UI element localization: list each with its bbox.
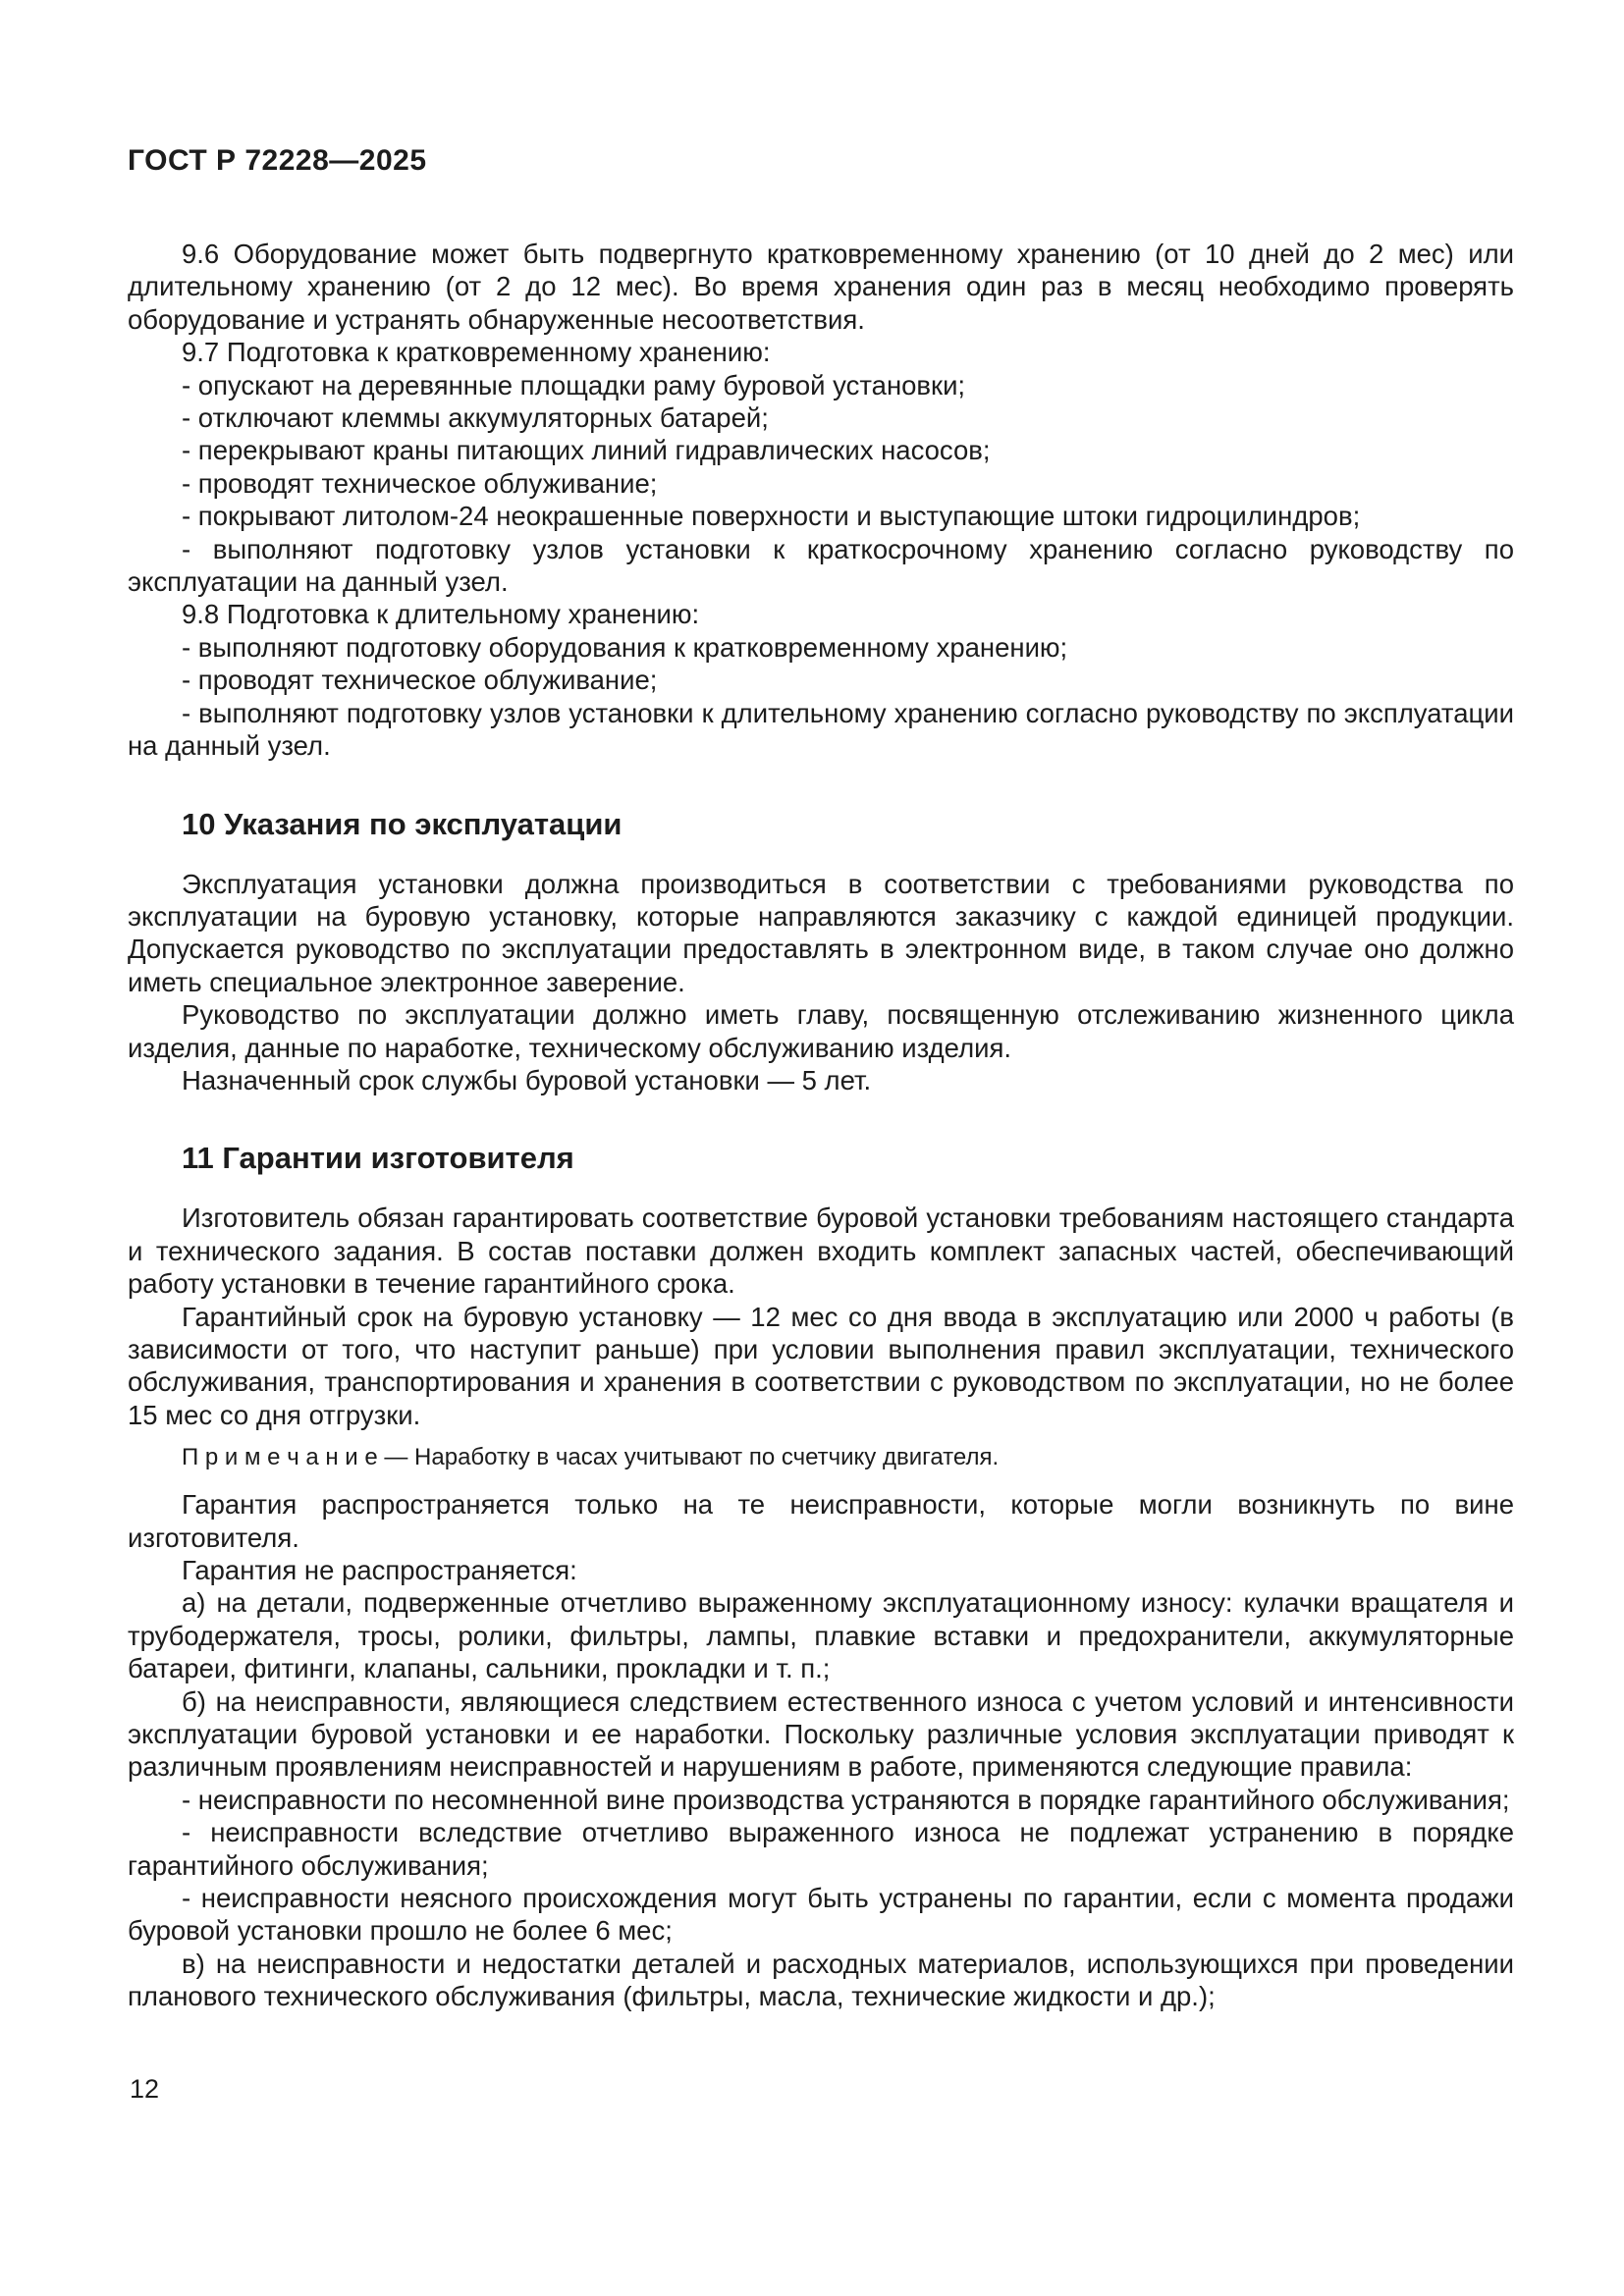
list-item: - неисправности неясного происхождения могут быть устранены по гарантии, если с момента продажи буровой установки прошло не более 6 мес; xyxy=(128,1883,1514,1947)
list-item: - неисправности вследствие отчетливо выраженного износа не подлежат устранению в порядке гарантийного обслуживания; xyxy=(128,1817,1514,1881)
paragraph: Изготовитель обязан гарантировать соответствие буровой установки требованиям настоящего стандарта и технического задания. В состав поставки должен входить комплект запасных частей, обеспечивающий работу установки в течение гарантийного срока. xyxy=(128,1202,1514,1300)
note-paragraph: П р и м е ч а н и е — Наработку в часах учитывают по счетчику двигателя. xyxy=(182,1444,1000,1471)
list-item: - проводят техническое облуживание; xyxy=(182,467,658,499)
paragraph: Гарантия распространяется только на те неисправности, которые могли возникнуть по вине изготовителя. xyxy=(128,1489,1514,1553)
section-heading: 10 Указания по эксплуатации xyxy=(182,806,623,841)
list-item: - перекрывают краны питающих линий гидравлических насосов; xyxy=(182,435,991,466)
paragraph: Руководство по эксплуатации должно иметь главу, посвященную отслеживанию жизненного цикла изделия, данные по наработке, техническому обслуживанию изделия. xyxy=(128,999,1514,1063)
document-code-header: ГОСТ Р 72228—2025 xyxy=(128,144,427,177)
paragraph: 9.8 Подготовка к длительному хранению: xyxy=(182,599,700,630)
list-item: - выполняют подготовку узлов установки к длительному хранению согласно руководству по эксплуатации на данный узел. xyxy=(128,697,1514,762)
paragraph: Гарантийный срок на буровую установку — 12 мес со дня ввода в эксплуатацию или 2000 ч работы (в зависимости от того, что наступит раньше) при условии выполнения правил эксплуатации, технического обслуживания, транспортирования и хранения в соответствии с руководством по эксплуатации, но не более 15 мес со дня отгрузки. xyxy=(128,1301,1514,1430)
document-content xyxy=(128,143,1514,2013)
section-heading: 11 Гарантии изготовителя xyxy=(182,1141,574,1176)
list-item: - выполняют подготовку оборудования к кратковременному хранению; xyxy=(182,631,1068,663)
paragraph: 9.6 Оборудование может быть подвергнуто кратковременному хранению (от 10 дней до 2 мес) или длительному хранению (от 2 до 12 мес). Во время хранения один раз в месяц необходимо проверять оборудование и устранять обнаруженные несоответствия. xyxy=(128,239,1514,335)
paragraph: Гарантия не распространяется: xyxy=(182,1555,577,1585)
paragraph: а) на детали, подверженные отчетливо выраженному эксплуатационному износу: кулачки вращателя и трубодержателя, тросы, ролики, фильтры, лампы, плавкие вставки и предохранители, аккумуляторные батареи, фитинги, клапаны, сальники, прокладки и т. п.; xyxy=(128,1587,1514,1684)
paragraph: в) на неисправности и недостатки деталей и расходных материалов, использующихся при проведении планового технического обслуживания (фильтры, масла, технические жидкости и др.); xyxy=(128,1948,1514,2012)
paragraph: Эксплуатация установки должна производиться в соответствии с требованиями руководства по эксплуатации на буровую установку, которые направляются заказчику с каждой единицей продукции. Допускается руководство по эксплуатации предоставлять в электронном виде, в таком случае оно должно иметь специальное электронное заверение. xyxy=(128,868,1514,997)
list-item: - выполняют подготовку узлов установки к краткосрочному хранению согласно руководству по эксплуатации на данный узел. xyxy=(128,533,1514,598)
list-item: - неисправности по несомненной вине производства устраняются в порядке гарантийного обслуживания; xyxy=(182,1784,1510,1815)
paragraph: 9.7 Подготовка к кратковременному хранению: xyxy=(182,337,771,368)
document-body xyxy=(128,238,1514,2013)
paragraph: Назначенный срок службы буровой установки — 5 лет. xyxy=(182,1064,872,1095)
list-item: - отключают клеммы аккумуляторных батарей; xyxy=(182,402,769,434)
list-item: - покрывают литолом-24 неокрашенные поверхности и выступающие штоки гидроцилиндров; xyxy=(182,501,1361,532)
page-number: 12 xyxy=(130,2074,160,2104)
list-item: - проводят техническое облуживание; xyxy=(182,665,658,696)
paragraph: б) на неисправности, являющиеся следствием естественного износа с учетом условий и интенсивности эксплуатации буровой установки и ее наработки. Поскольку различные условия эксплуатации приводят к различным проявлениям неисправностей и нарушениям в работе, применяются следующие правила: xyxy=(128,1685,1514,1783)
list-item: - опускают на деревянные площадки раму буровой установки; xyxy=(182,369,966,400)
